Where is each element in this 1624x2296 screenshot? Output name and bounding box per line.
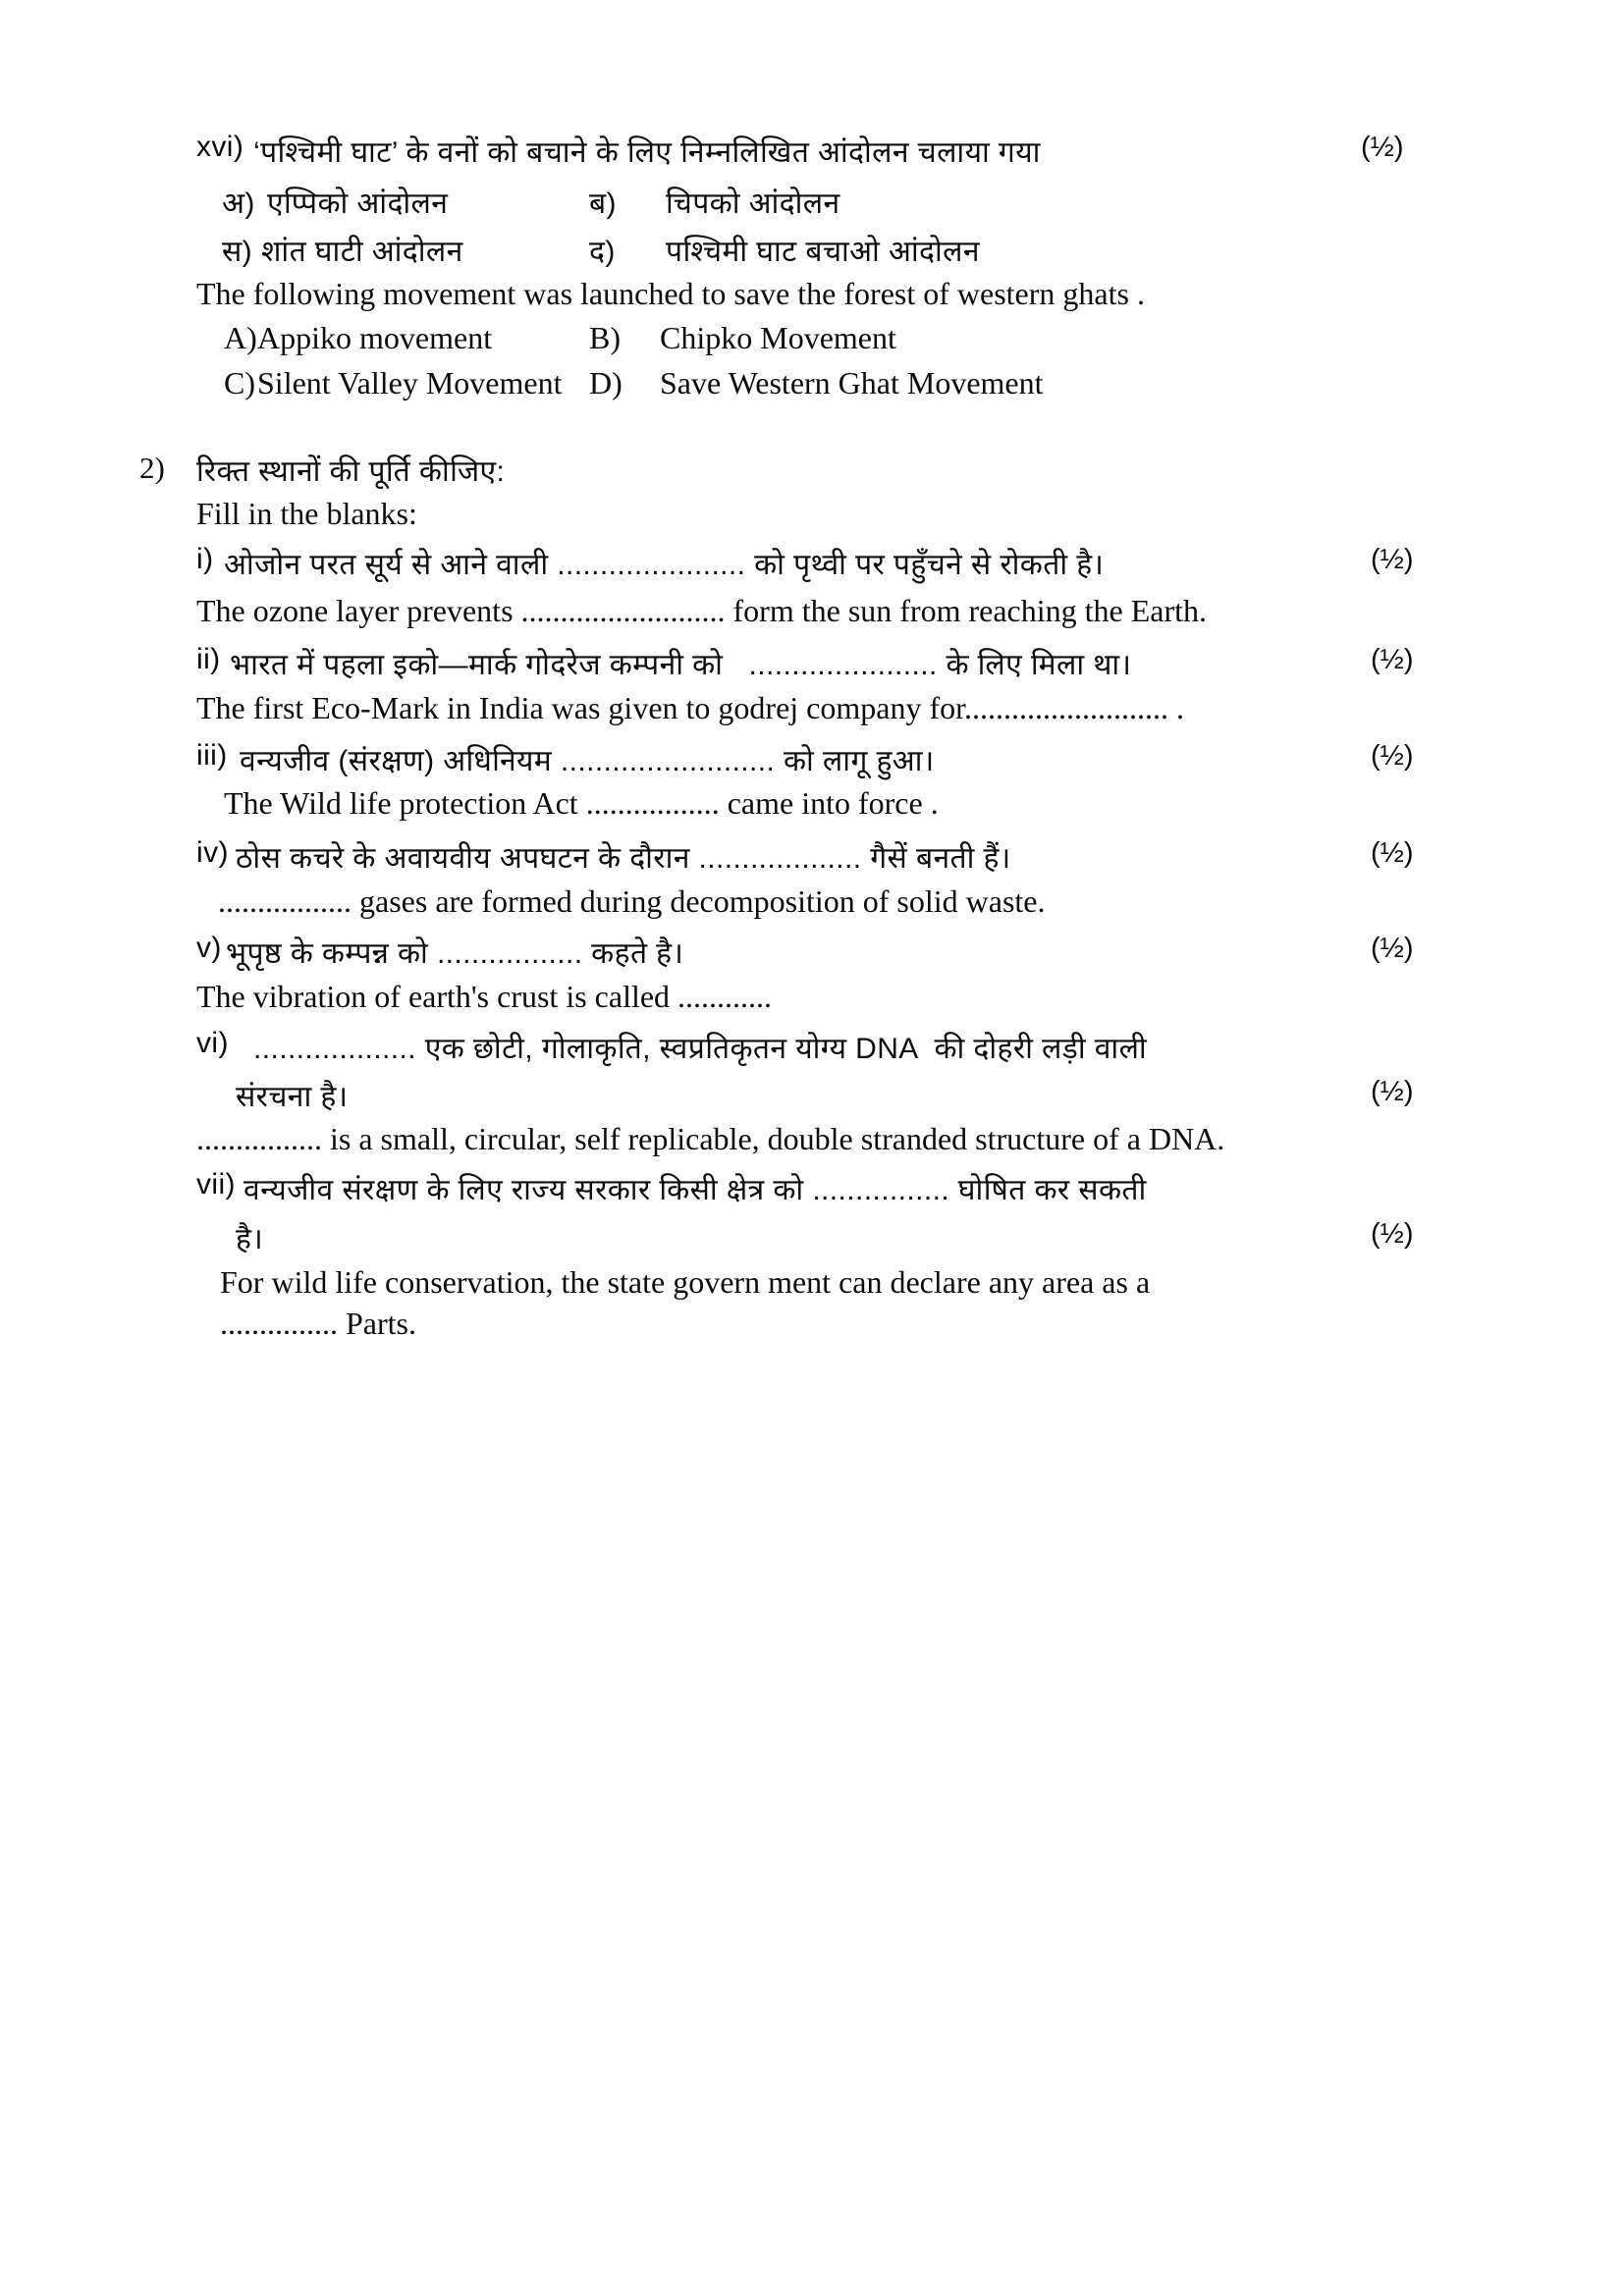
blank-item-vii-label: vii) xyxy=(196,1168,236,1201)
blank-item-vii-hindi-line2: है। xyxy=(236,1223,264,1255)
option-hi-b-text: चिपको आंदोलन xyxy=(666,187,840,220)
option-hi-b-label: ब) xyxy=(589,187,617,220)
option-en-b-text: Chipko Movement xyxy=(660,320,896,355)
blank-item-i-english: The ozone layer prevents .......................... form the sun from reaching the Earth. xyxy=(196,593,1208,628)
question2-english-heading: Fill in the blanks: xyxy=(196,496,417,531)
blank-item-iv-label: iv) xyxy=(196,836,229,869)
option-en-a-label: A) xyxy=(224,320,257,355)
blank-item-vi-hindi-line2: संरचना है। xyxy=(236,1081,349,1113)
option-en-d-text: Save Western Ghat Movement xyxy=(660,365,1044,400)
blank-item-vii-english-line2: ............... Parts. xyxy=(220,1306,416,1341)
item-xvi-english-stem: The following movement was launched to save the forest of western ghats . xyxy=(196,276,1145,311)
option-hi-d-text: पश्चिमी घाट बचाओ आंदोलन xyxy=(666,236,980,268)
blank-item-ii-hindi: भारत में पहला इको—मार्क गोदरेज कम्पनी को ...................... के लिए मिला था। xyxy=(230,649,1132,681)
option-en-b-label: B) xyxy=(589,320,621,355)
blank-item-ii-label: ii) xyxy=(196,643,221,675)
question2-number: 2) xyxy=(139,451,165,485)
blank-item-iii-hindi: वन्यजीव (संरक्षण) अधिनियम ......................... को लागू हुआ। xyxy=(240,745,935,777)
option-hi-c-label: स) xyxy=(222,236,253,268)
blank-item-vi-hindi-line1: ................... एक छोटी, गोलाकृति, स्वप्रतिकृतन योग्य DNA की दोहरी लड़ी वाली xyxy=(253,1033,1148,1065)
blank-item-vii-hindi-line1: वन्यजीव संरक्षण के लिए राज्य सरकार किसी क्षेत्र को ................ घोषित कर सकती xyxy=(244,1174,1147,1206)
blank-item-v-english: The vibration of earth's crust is called ............ xyxy=(196,979,773,1014)
option-hi-a-label: अ) xyxy=(222,187,255,220)
blank-item-iii-marks: (½) xyxy=(1371,740,1414,772)
item-xvi-number: xvi) xyxy=(196,131,244,163)
item-xvi-marks: (½) xyxy=(1361,132,1404,163)
blank-item-v-hindi: भूपृष्ठ के कम्पन्न को ................. कहते है। xyxy=(226,937,684,970)
blank-item-iv-marks: (½) xyxy=(1371,837,1414,869)
blank-item-iv-hindi: ठोस कचरे के अवायवीय अपघटन के दौरान ................... गैसें बनती हैं। xyxy=(236,842,1011,875)
blank-item-v-label: v) xyxy=(196,932,222,964)
blank-item-i-hindi: ओजोन परत सूर्य से आने वाली ...................... को पृथ्वी पर पहुँचने से रोकती है। xyxy=(224,549,1105,581)
blank-item-iii-label: iii) xyxy=(196,739,228,772)
blank-item-ii-english: The first Eco-Mark in India was given to godrej company for.......................... . xyxy=(196,690,1184,725)
option-hi-d-label: द) xyxy=(589,236,616,268)
blank-item-v-marks: (½) xyxy=(1371,933,1414,964)
option-en-c-text: Silent Valley Movement xyxy=(257,365,563,400)
blank-item-vii-english-line1: For wild life conservation, the state govern ment can declare any area as a xyxy=(220,1264,1151,1300)
blank-item-vi-english: ................ is a small, circular, self replicable, double stranded structure of a DNA. xyxy=(196,1121,1225,1156)
blank-item-i-marks: (½) xyxy=(1371,544,1414,575)
blank-item-ii-marks: (½) xyxy=(1371,644,1414,675)
blank-item-iv-english: ................. gases are formed during decomposition of solid waste. xyxy=(218,883,1046,919)
blank-item-vi-marks: (½) xyxy=(1371,1076,1414,1107)
option-en-c-label: C) xyxy=(224,365,255,400)
blank-item-iii-english: The Wild life protection Act ................. came into force . xyxy=(224,785,939,821)
blank-item-vii-marks: (½) xyxy=(1371,1218,1414,1250)
option-en-a-text: Appiko movement xyxy=(257,320,493,355)
option-hi-a-text: एप्पिको आंदोलन xyxy=(267,187,449,220)
question2-hindi-heading: रिक्त स्थानों की पूर्ति कीजिए: xyxy=(196,455,506,488)
item-xvi-hindi-stem: ‘पश्चिमी घाट’ के वनों को बचाने के लिए निम्नलिखित आंदोलन चलाया गया xyxy=(253,136,1041,169)
option-hi-c-text: शांत घाटी आंदोलन xyxy=(261,236,463,268)
blank-item-i-label: i) xyxy=(196,543,214,575)
option-en-d-label: D) xyxy=(589,365,623,400)
blank-item-vi-label: vi) xyxy=(196,1027,229,1059)
